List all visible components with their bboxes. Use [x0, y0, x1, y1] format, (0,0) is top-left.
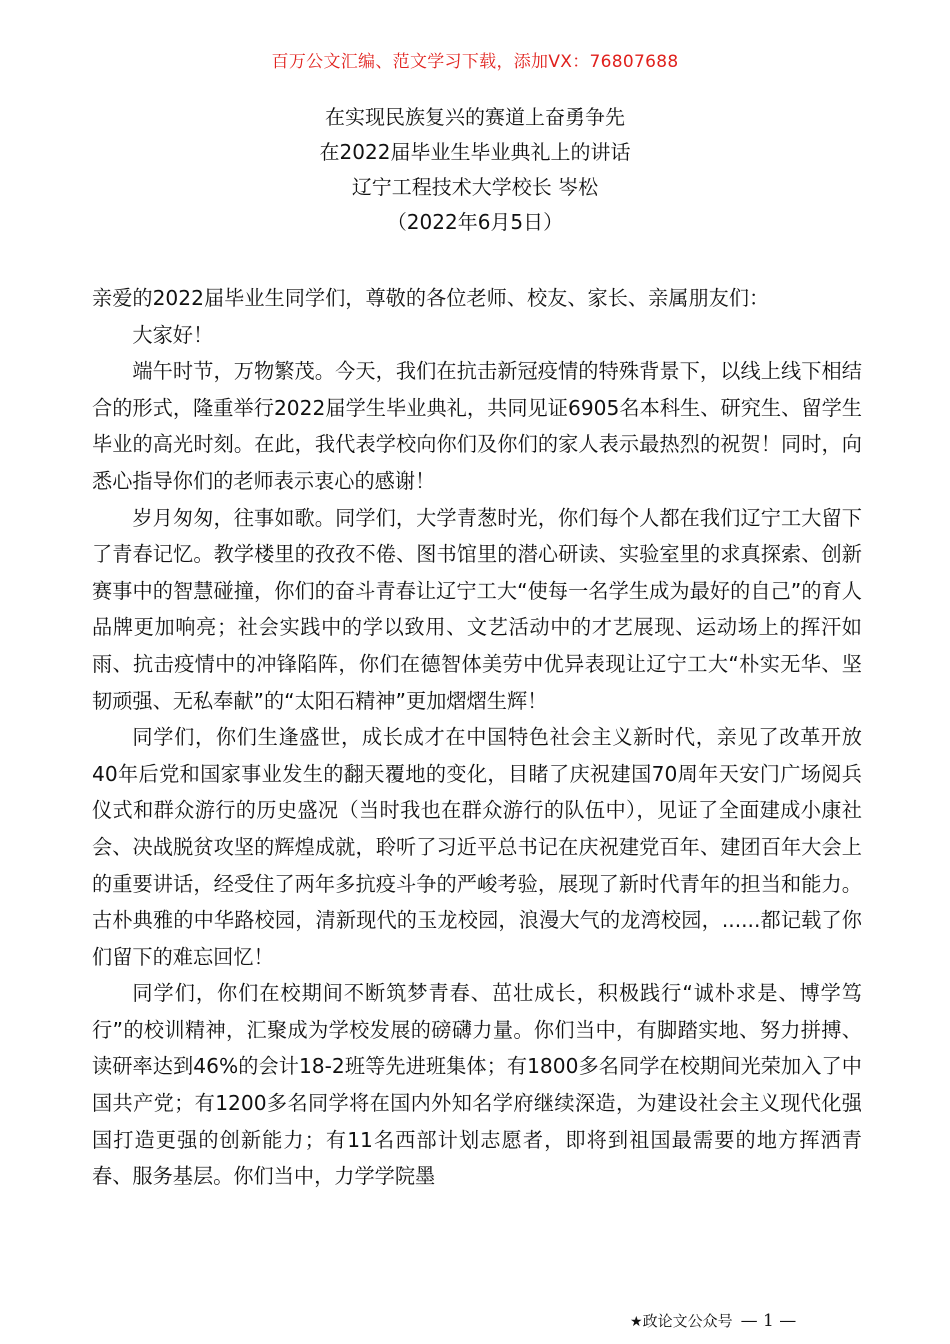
paragraph-2: 岁月匆匆，往事如歌。同学们，大学青葱时光，你们每个人都在我们辽宁工大留下了青春记忆。教学楼里的孜孜不倦、图书馆里的潜心研读、实验室里的求真探索、创新赛事中的智慧碰撞，你们的奋斗青春让辽宁工大“使每一名学生成为最好的自己”的育人品牌更加响亮；社会实践中的学以致用、文艺活动中的才艺展现、运动场上的挥汗如雨、抗击疫情中的冲锋陷阵，你们在德智体美劳中优异表现让辽宁工大“朴实无华、坚韧顽强、无私奉献”的“太阳石精神”更加熠熠生辉！ [92, 505, 862, 713]
speech-subtitle: 在2022届毕业生毕业典礼上的讲话 [319, 140, 631, 164]
paragraph-3: 同学们，你们生逢盛世，成长成才在中国特色社会主义新时代，亲见了改革开放40年后党和国家事业发生的翻天覆地的变化，目睹了庆祝建国70周年天安门广场阅兵仪式和群众游行的历史盛况（当时我也在群众游行的队伍中），见证了全面建成小康社会、决战脱贫攻坚的辉煌成就，聆听了习近平总书记在庆祝建党百年、建团百年大会上的重要讲话，经受住了两年多抗疫斗争的严峻考验，展现了新时代青年的担当和能力。古朴典雅的中华路校园，清新现代的玉龙校园，浪漫大气的龙湾校园，......都记载了你们留下的难忘回忆！ [92, 725, 862, 969]
speech-body [92, 280, 862, 1195]
title-block [0, 100, 950, 240]
speaker-line: 辽宁工程技术大学校长 岑松 [351, 175, 599, 199]
paragraph-1: 端午时节，万物繁茂。今天，我们在抗击新冠疫情的特殊背景下，以线上线下相结合的形式，隆重举行2022届学生毕业典礼，共同见证6905名本科生、研究生、留学生毕业的高光时刻。在此，我代表学校向你们及你们的家人表示最热烈的祝贺！同时，向悉心指导你们的老师表示衷心的感谢！ [92, 359, 862, 493]
speech-title: 在实现民族复兴的赛道上奋勇争先 [325, 105, 625, 129]
page-footer [630, 1310, 796, 1331]
header-ad-text: 百万公文汇编、范文学习下载，添加VX：76807688 [271, 52, 679, 72]
salutation: 亲爱的2022届毕业生同学们，尊敬的各位老师、校友、家长、亲属朋友们： [92, 286, 770, 310]
page-number: — 1 — [740, 1311, 797, 1331]
star-icon: ★ [630, 1314, 643, 1330]
footer-source: 政论文公众号 [642, 1312, 733, 1330]
speech-date: （2022年6月5日） [386, 210, 564, 234]
paragraph-4: 同学们，你们在校期间不断筑梦青春、茁壮成长，积极践行“诚朴求是、博学笃行”的校训精神，汇聚成为学校发展的磅礴力量。你们当中，有脚踏实地、努力拼搏、读研率达到46%的会计18-2班等先进班集体；有1800多名同学在校期间光荣加入了中国共产党；有1200多名同学将在国内外知名学府继续深造，为建设社会主义现代化强国打造更强的创新能力；有11名西部计划志愿者，即将到祖国最需要的地方挥洒青春、服务基层。你们当中，力学学院墨 [92, 981, 862, 1189]
greeting: 大家好！ [132, 322, 214, 347]
